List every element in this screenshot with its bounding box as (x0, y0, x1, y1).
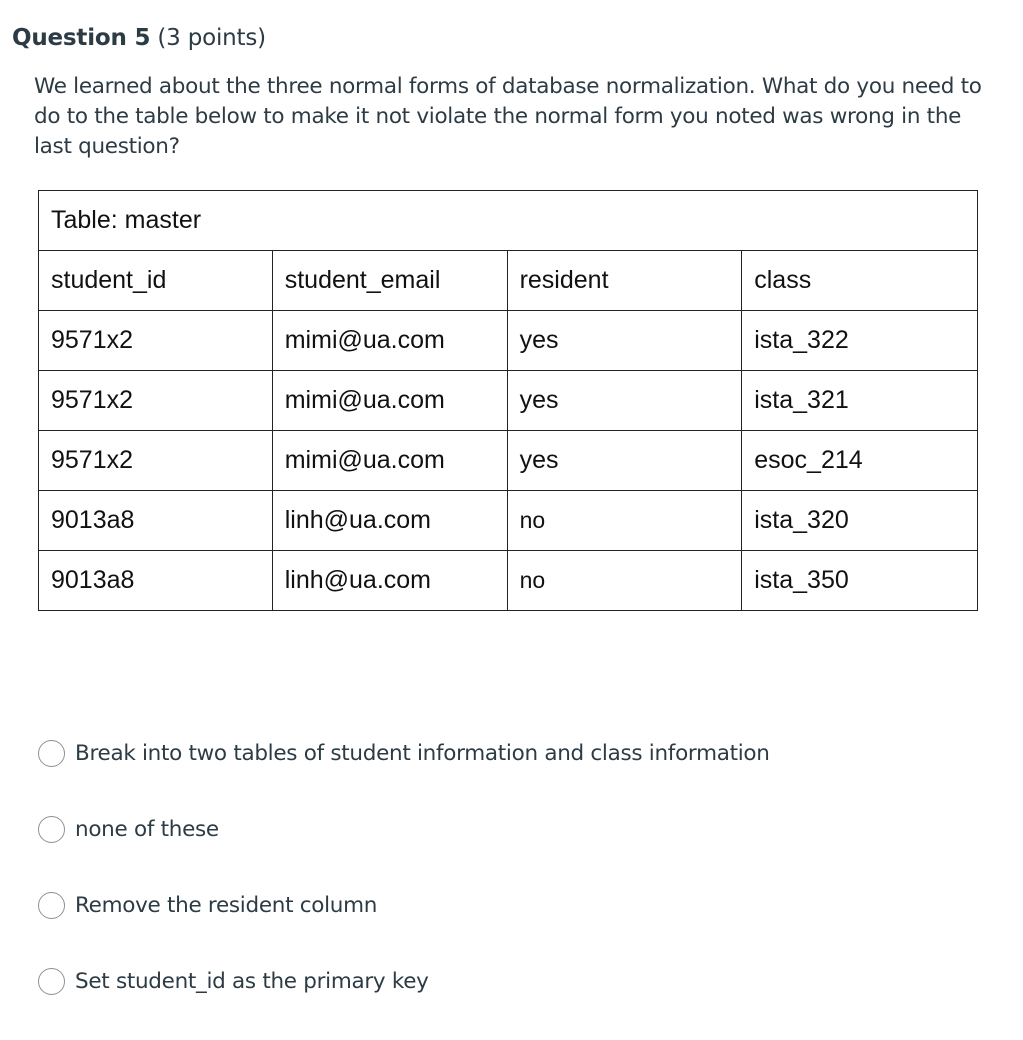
table-cell: ista_350 (742, 551, 978, 611)
answer-option-none[interactable] (38, 812, 770, 846)
table-cell: linh@ua.com (272, 551, 507, 611)
question-points: (3 points) (157, 25, 266, 51)
table-cell: yes (507, 431, 742, 491)
table-cell: no (507, 491, 742, 551)
table-cell: 9571x2 (39, 431, 273, 491)
table-row (39, 431, 978, 491)
table-cell: ista_321 (742, 371, 978, 431)
column-header: student_id (39, 251, 273, 311)
table-cell: 9013a8 (39, 491, 273, 551)
master-table (38, 190, 978, 611)
table-header-row (39, 251, 978, 311)
question-title: Question 5 (12, 25, 151, 51)
answer-options (38, 736, 770, 1040)
question-text: We learned about the three normal forms of database normalization. What do you need to do to the table below to make it not violate the normal form you noted was wrong in the last question? (34, 74, 982, 159)
answer-option-label[interactable]: Set student_id as the primary key (75, 968, 429, 994)
table-row (39, 491, 978, 551)
answer-option-label[interactable]: Remove the resident column (75, 892, 378, 918)
radio-button[interactable] (38, 816, 65, 843)
column-header: student_email (272, 251, 507, 311)
table-caption: Table: master (39, 191, 978, 251)
table-cell: 9571x2 (39, 311, 273, 371)
table-cell: no (507, 551, 742, 611)
table-row (39, 371, 978, 431)
answer-option-label[interactable]: none of these (75, 816, 219, 842)
table-cell: esoc_214 (742, 431, 978, 491)
answer-option-label[interactable]: Break into two tables of student information and class information (75, 740, 770, 766)
table-cell: ista_322 (742, 311, 978, 371)
table-cell: mimi@ua.com (272, 431, 507, 491)
question-header (12, 22, 266, 54)
radio-button[interactable] (38, 892, 65, 919)
answer-option-primary-key[interactable] (38, 964, 770, 998)
column-header: class (742, 251, 978, 311)
table-cell: 9571x2 (39, 371, 273, 431)
table-cell: mimi@ua.com (272, 371, 507, 431)
answer-option-break-tables[interactable] (38, 736, 770, 770)
table-row (39, 311, 978, 371)
table-cell: linh@ua.com (272, 491, 507, 551)
table-cell: yes (507, 371, 742, 431)
table-cell: ista_320 (742, 491, 978, 551)
table-cell: 9013a8 (39, 551, 273, 611)
column-header: resident (507, 251, 742, 311)
answer-option-remove-resident[interactable] (38, 888, 770, 922)
radio-button[interactable] (38, 968, 65, 995)
table-cell: mimi@ua.com (272, 311, 507, 371)
table-cell: yes (507, 311, 742, 371)
radio-button[interactable] (38, 740, 65, 767)
table-row (39, 551, 978, 611)
table-caption-row (39, 191, 978, 251)
